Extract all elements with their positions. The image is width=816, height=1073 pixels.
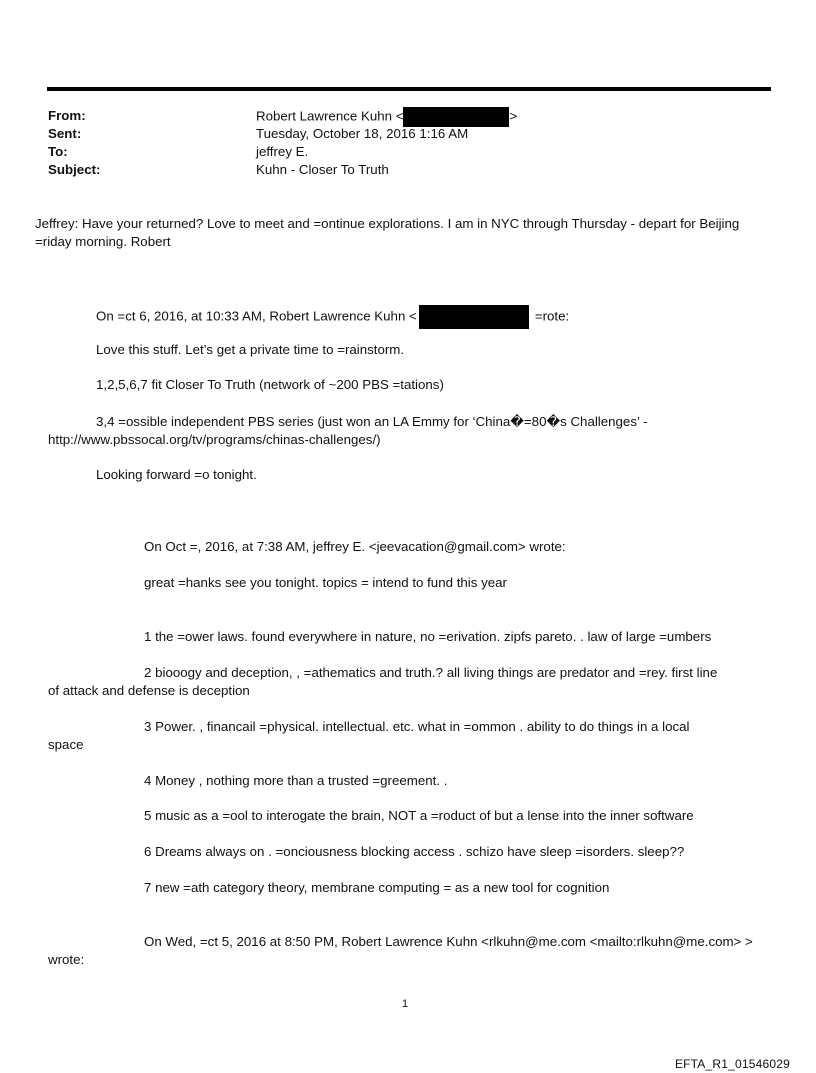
to-value: jeffrey E. bbox=[256, 144, 309, 159]
from-label: From: bbox=[48, 108, 86, 123]
quote3-header-line-1: On Wed, =ct 5, 2016 at 8:50 PM, Robert Lawrence Kuhn <rlkuhn@me.com <mailto:rlkuhn@me.com> > bbox=[144, 934, 753, 949]
topic-item-1: 1 the =ower laws. found everywhere in nature, no =erivation. zipfs pareto. . law of large =umbers bbox=[144, 629, 712, 644]
quote2-header: On Oct =, 2016, at 7:38 AM, jeffrey E. <jeevacation@gmail.com> wrote: bbox=[144, 539, 566, 554]
quote1-header: On =ct 6, 2016, at 10:33 AM, Robert Lawrence Kuhn < =rote: bbox=[96, 305, 569, 329]
from-row bbox=[48, 107, 768, 125]
document-id: EFTA_R1_01546029 bbox=[674, 1057, 790, 1071]
to-row bbox=[48, 143, 768, 161]
intro-line-1: Jeffrey: Have your returned? Love to meet and =ontinue explorations. I am in NYC through Thursday - depart for Beijing bbox=[35, 216, 740, 231]
from-value: Robert Lawrence Kuhn < > bbox=[256, 107, 517, 127]
sent-row bbox=[48, 125, 768, 143]
quote1-para-3-line-1: 3,4 =ossible independent PBS series (just won an LA Emmy for ‘China�=80�s Challenges’ - bbox=[96, 414, 648, 429]
subject-value: Kuhn - Closer To Truth bbox=[256, 162, 389, 177]
subject-row bbox=[48, 161, 768, 179]
topic-item-6: 6 Dreams always on . =onciousness blocking access . schizo have sleep =isorders. sleep?? bbox=[144, 844, 685, 859]
subject-label: Subject: bbox=[48, 162, 101, 177]
sent-value: Tuesday, October 18, 2016 1:16 AM bbox=[256, 126, 469, 141]
topic-item-4: 4 Money , nothing more than a trusted =greement. . bbox=[144, 773, 448, 788]
quote1-para-3-line-2: http://www.pbssocal.org/tv/programs/chinas-challenges/) bbox=[48, 432, 381, 447]
topic-item-7: 7 new =ath category theory, membrane computing = as a new tool for cognition bbox=[144, 880, 610, 895]
topic-item-2-line-1: 2 biooogy and deception, , =athematics and truth.? all living things are predator and =rey. first line bbox=[144, 665, 718, 680]
from-name: Robert Lawrence Kuhn bbox=[256, 108, 393, 124]
intro-line-2: =riday morning. Robert bbox=[35, 234, 171, 249]
email-header bbox=[48, 107, 768, 179]
to-label: To: bbox=[48, 144, 68, 159]
quote2-para-1: great =hanks see you tonight. topics = intend to fund this year bbox=[144, 575, 507, 590]
topic-item-3-line-2: space bbox=[48, 737, 84, 752]
quote1-header-end: =rote: bbox=[534, 308, 570, 324]
quote1-para-2: 1,2,5,6,7 fit Closer To Truth (network of ~200 PBS =tations) bbox=[96, 377, 444, 392]
quote1-header-text: On =ct 6, 2016, at 10:33 AM, Robert Lawrence Kuhn bbox=[96, 308, 406, 324]
redaction-box bbox=[419, 305, 529, 329]
quote1-para-4: Looking forward =o tonight. bbox=[96, 467, 257, 482]
redaction-box bbox=[403, 107, 509, 127]
quote3-header-line-2: wrote: bbox=[48, 952, 85, 967]
sent-label: Sent: bbox=[48, 126, 82, 141]
topic-item-5: 5 music as a =ool to interogate the brain, NOT a =roduct of but a lense into the inner software bbox=[144, 808, 694, 823]
header-rule bbox=[47, 87, 771, 91]
topic-item-3-line-1: 3 Power. , financail =physical. intellectual. etc. what in =ommon . ability to do things in a local bbox=[144, 719, 690, 734]
quote1-para-1: Love this stuff. Let’s get a private time to =rainstorm. bbox=[96, 342, 405, 357]
page-number: 1 bbox=[402, 998, 409, 1010]
topic-item-2-line-2: of attack and defense is deception bbox=[48, 683, 250, 698]
